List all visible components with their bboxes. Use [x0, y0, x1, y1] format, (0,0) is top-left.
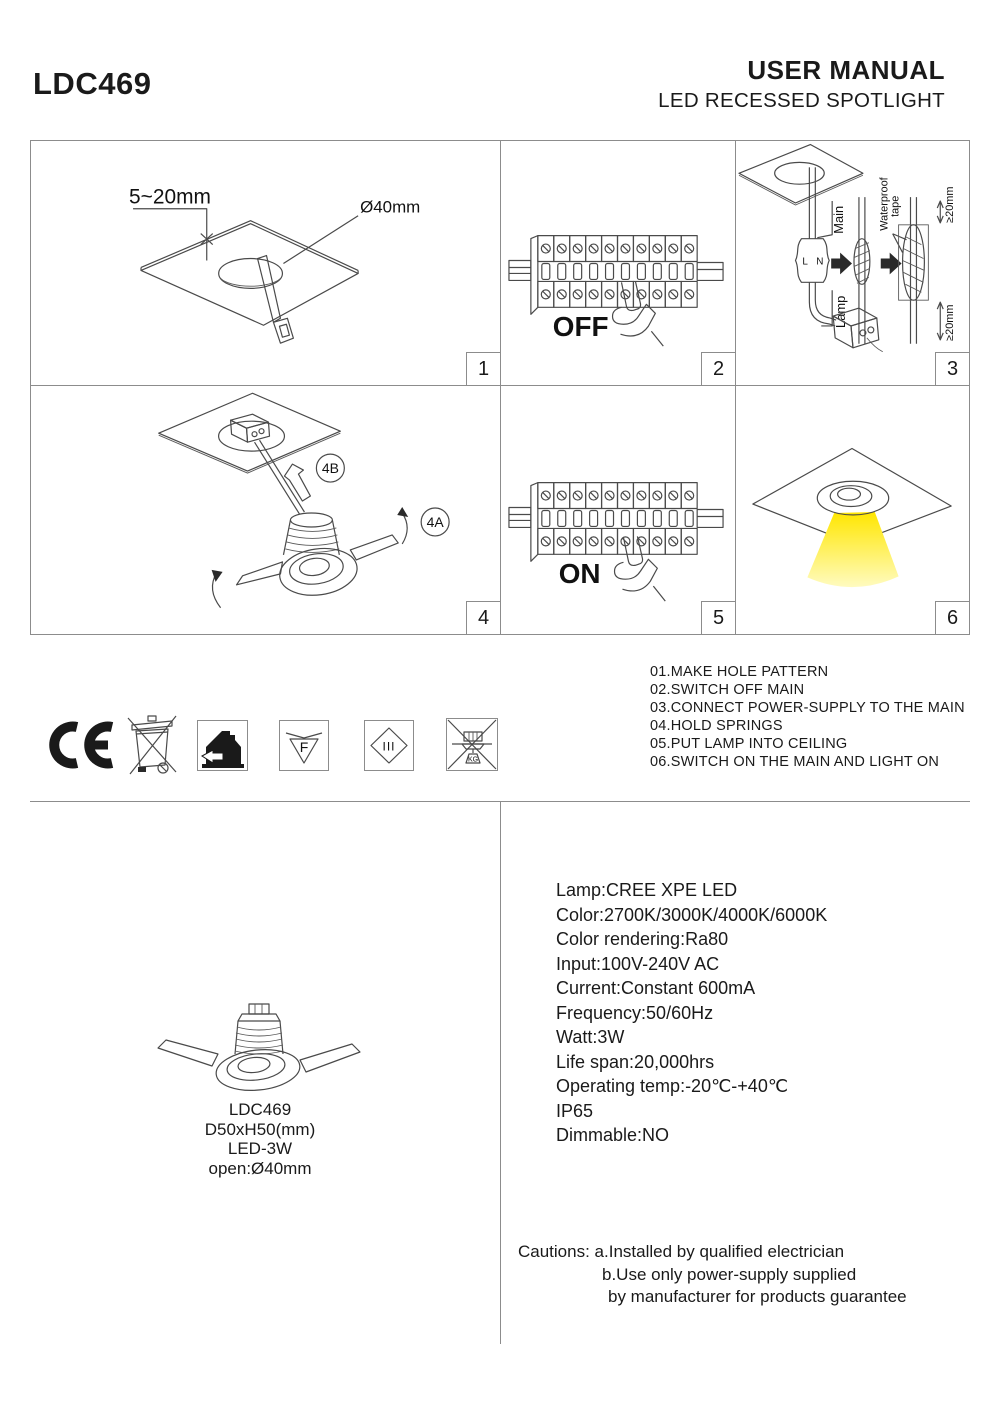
step-item: 04.HOLD SPRINGS — [650, 718, 783, 734]
step-item: 02.SWITCH OFF MAIN — [650, 682, 805, 698]
spring-clip-icon — [350, 535, 398, 560]
page-title: USER MANUAL — [747, 55, 945, 85]
hole-pattern-drawing — [31, 141, 500, 385]
spec-item: Life span:20,000hrs — [556, 1051, 715, 1072]
circuit-breaker-row — [509, 236, 723, 315]
no-load-bearing-icon — [446, 718, 498, 771]
diagram-panel-2-switch-off — [501, 141, 736, 386]
recessed-light-icon — [817, 481, 888, 515]
lamp-wire-label: Lamp — [833, 295, 849, 328]
product-model: LDC469 — [228, 1100, 292, 1119]
tape-overlap-top-label: ≥20mm — [944, 186, 957, 223]
panel-number: 1 — [466, 352, 500, 385]
panel-number: 2 — [701, 352, 735, 385]
spec-item: Color rendering:Ra80 — [556, 929, 729, 949]
depth-dimension-label: 5~20mm — [129, 185, 211, 209]
spec-item: Operating temp:-20℃-+40℃ — [556, 1076, 789, 1096]
kg-label: KG — [467, 756, 479, 764]
page-subtitle: LED RECESSED SPOTLIGHT — [658, 89, 945, 112]
f-mark-icon — [279, 720, 329, 771]
diagram-panel-3-wiring — [736, 141, 969, 386]
spring-clip-icon — [237, 562, 283, 585]
panel-number: 4 — [466, 601, 500, 634]
cautions-block — [518, 1241, 907, 1309]
waterproof-tape-label: Waterproof — [878, 177, 891, 231]
product-opening: open:Ø40mm — [208, 1158, 312, 1178]
step-item: 01.MAKE HOLE PATTERN — [650, 664, 829, 680]
product-size: D50xH50(mm) — [204, 1119, 316, 1139]
switch-state-label: ON — [558, 558, 601, 590]
spec-item: Frequency:50/60Hz — [556, 1002, 714, 1023]
arrow-right-icon — [831, 253, 852, 275]
class-iii-icon — [364, 720, 414, 771]
breaker-off-drawing — [501, 141, 735, 385]
saw-icon — [258, 256, 294, 344]
lamp-insertion-drawing — [31, 386, 500, 634]
vertical-divider — [500, 801, 501, 1344]
rotate-arrow-icon — [402, 513, 407, 544]
spotlight-lamp-icon — [237, 513, 399, 600]
driver-box-icon — [231, 414, 270, 442]
diagram-panel-6-light-on — [736, 386, 969, 634]
step-item: 03.CONNECT POWER-SUPPLY TO THE MAIN — [650, 700, 965, 716]
spec-item: Lamp:CREE XPE LED — [556, 880, 738, 900]
installation-diagram-grid — [30, 140, 970, 635]
ln-connector — [795, 239, 829, 283]
caution-line: b.Use only power-supply supplied — [602, 1264, 857, 1284]
spec-item: Color:2700K/3000K/4000K/6000K — [556, 904, 828, 925]
product-drawing — [150, 1002, 370, 1096]
diagram-panel-4-hold-springs — [31, 386, 501, 634]
waterproof-tape-label2: tape — [889, 195, 902, 217]
specifications-list — [556, 878, 827, 1148]
header-right — [658, 55, 945, 113]
weee-crossed-bin-icon — [126, 712, 178, 776]
page-title-model: LDC469 — [33, 66, 152, 101]
tape-overlap-bottom-label: ≥20mm — [944, 304, 957, 341]
installation-steps-list — [650, 663, 965, 771]
diagram-panel-1-make-hole — [31, 141, 501, 386]
product-power: LED-3W — [227, 1139, 293, 1158]
step-item: 05.PUT LAMP INTO CEILING — [650, 736, 848, 752]
circuit-breaker-row — [509, 483, 723, 562]
wiring-drawing — [736, 141, 969, 385]
step-4b-label: 4B — [321, 460, 339, 477]
panel-number: 3 — [935, 352, 969, 385]
product-caption — [140, 1100, 380, 1178]
spec-item: Watt:3W — [556, 1027, 625, 1047]
step-item: 06.SWITCH ON THE MAIN AND LIGHT ON — [650, 754, 940, 770]
hole-diameter-label: Ø40mm — [360, 197, 421, 217]
f-mark-letter: F — [299, 739, 309, 755]
live-label: L — [802, 256, 808, 268]
spec-item: Current:Constant 600mA — [556, 978, 756, 998]
neutral-label: N — [816, 256, 824, 268]
panel-number: 5 — [701, 601, 735, 634]
twisted-wire-icon — [854, 239, 870, 285]
caution-line: Cautions: a.Installed by qualified electrician — [518, 1242, 845, 1261]
caution-line: by manufacturer for products guarantee — [608, 1287, 907, 1306]
main-wire-label: Main — [831, 205, 847, 234]
indoor-use-only-icon — [197, 720, 248, 771]
class-iii-label: III — [382, 739, 396, 754]
spring-clip-icon — [300, 1044, 360, 1072]
spring-clip-icon — [158, 1040, 218, 1066]
ce-mark-icon — [46, 720, 116, 770]
diagram-panel-5-switch-on — [501, 386, 736, 634]
spec-item: Input:100V-240V AC — [556, 953, 720, 974]
installed-light-drawing — [736, 386, 969, 634]
spec-item: Dimmable:NO — [556, 1125, 670, 1145]
tape-wrap-icon — [899, 225, 929, 300]
step-4a-label: 4A — [426, 513, 444, 530]
hand-icon — [613, 281, 664, 346]
breaker-on-drawing — [501, 386, 735, 634]
spec-item: IP65 — [556, 1100, 594, 1121]
switch-state-label: OFF — [552, 311, 609, 343]
panel-number: 6 — [935, 601, 969, 634]
light-beam — [807, 512, 898, 587]
